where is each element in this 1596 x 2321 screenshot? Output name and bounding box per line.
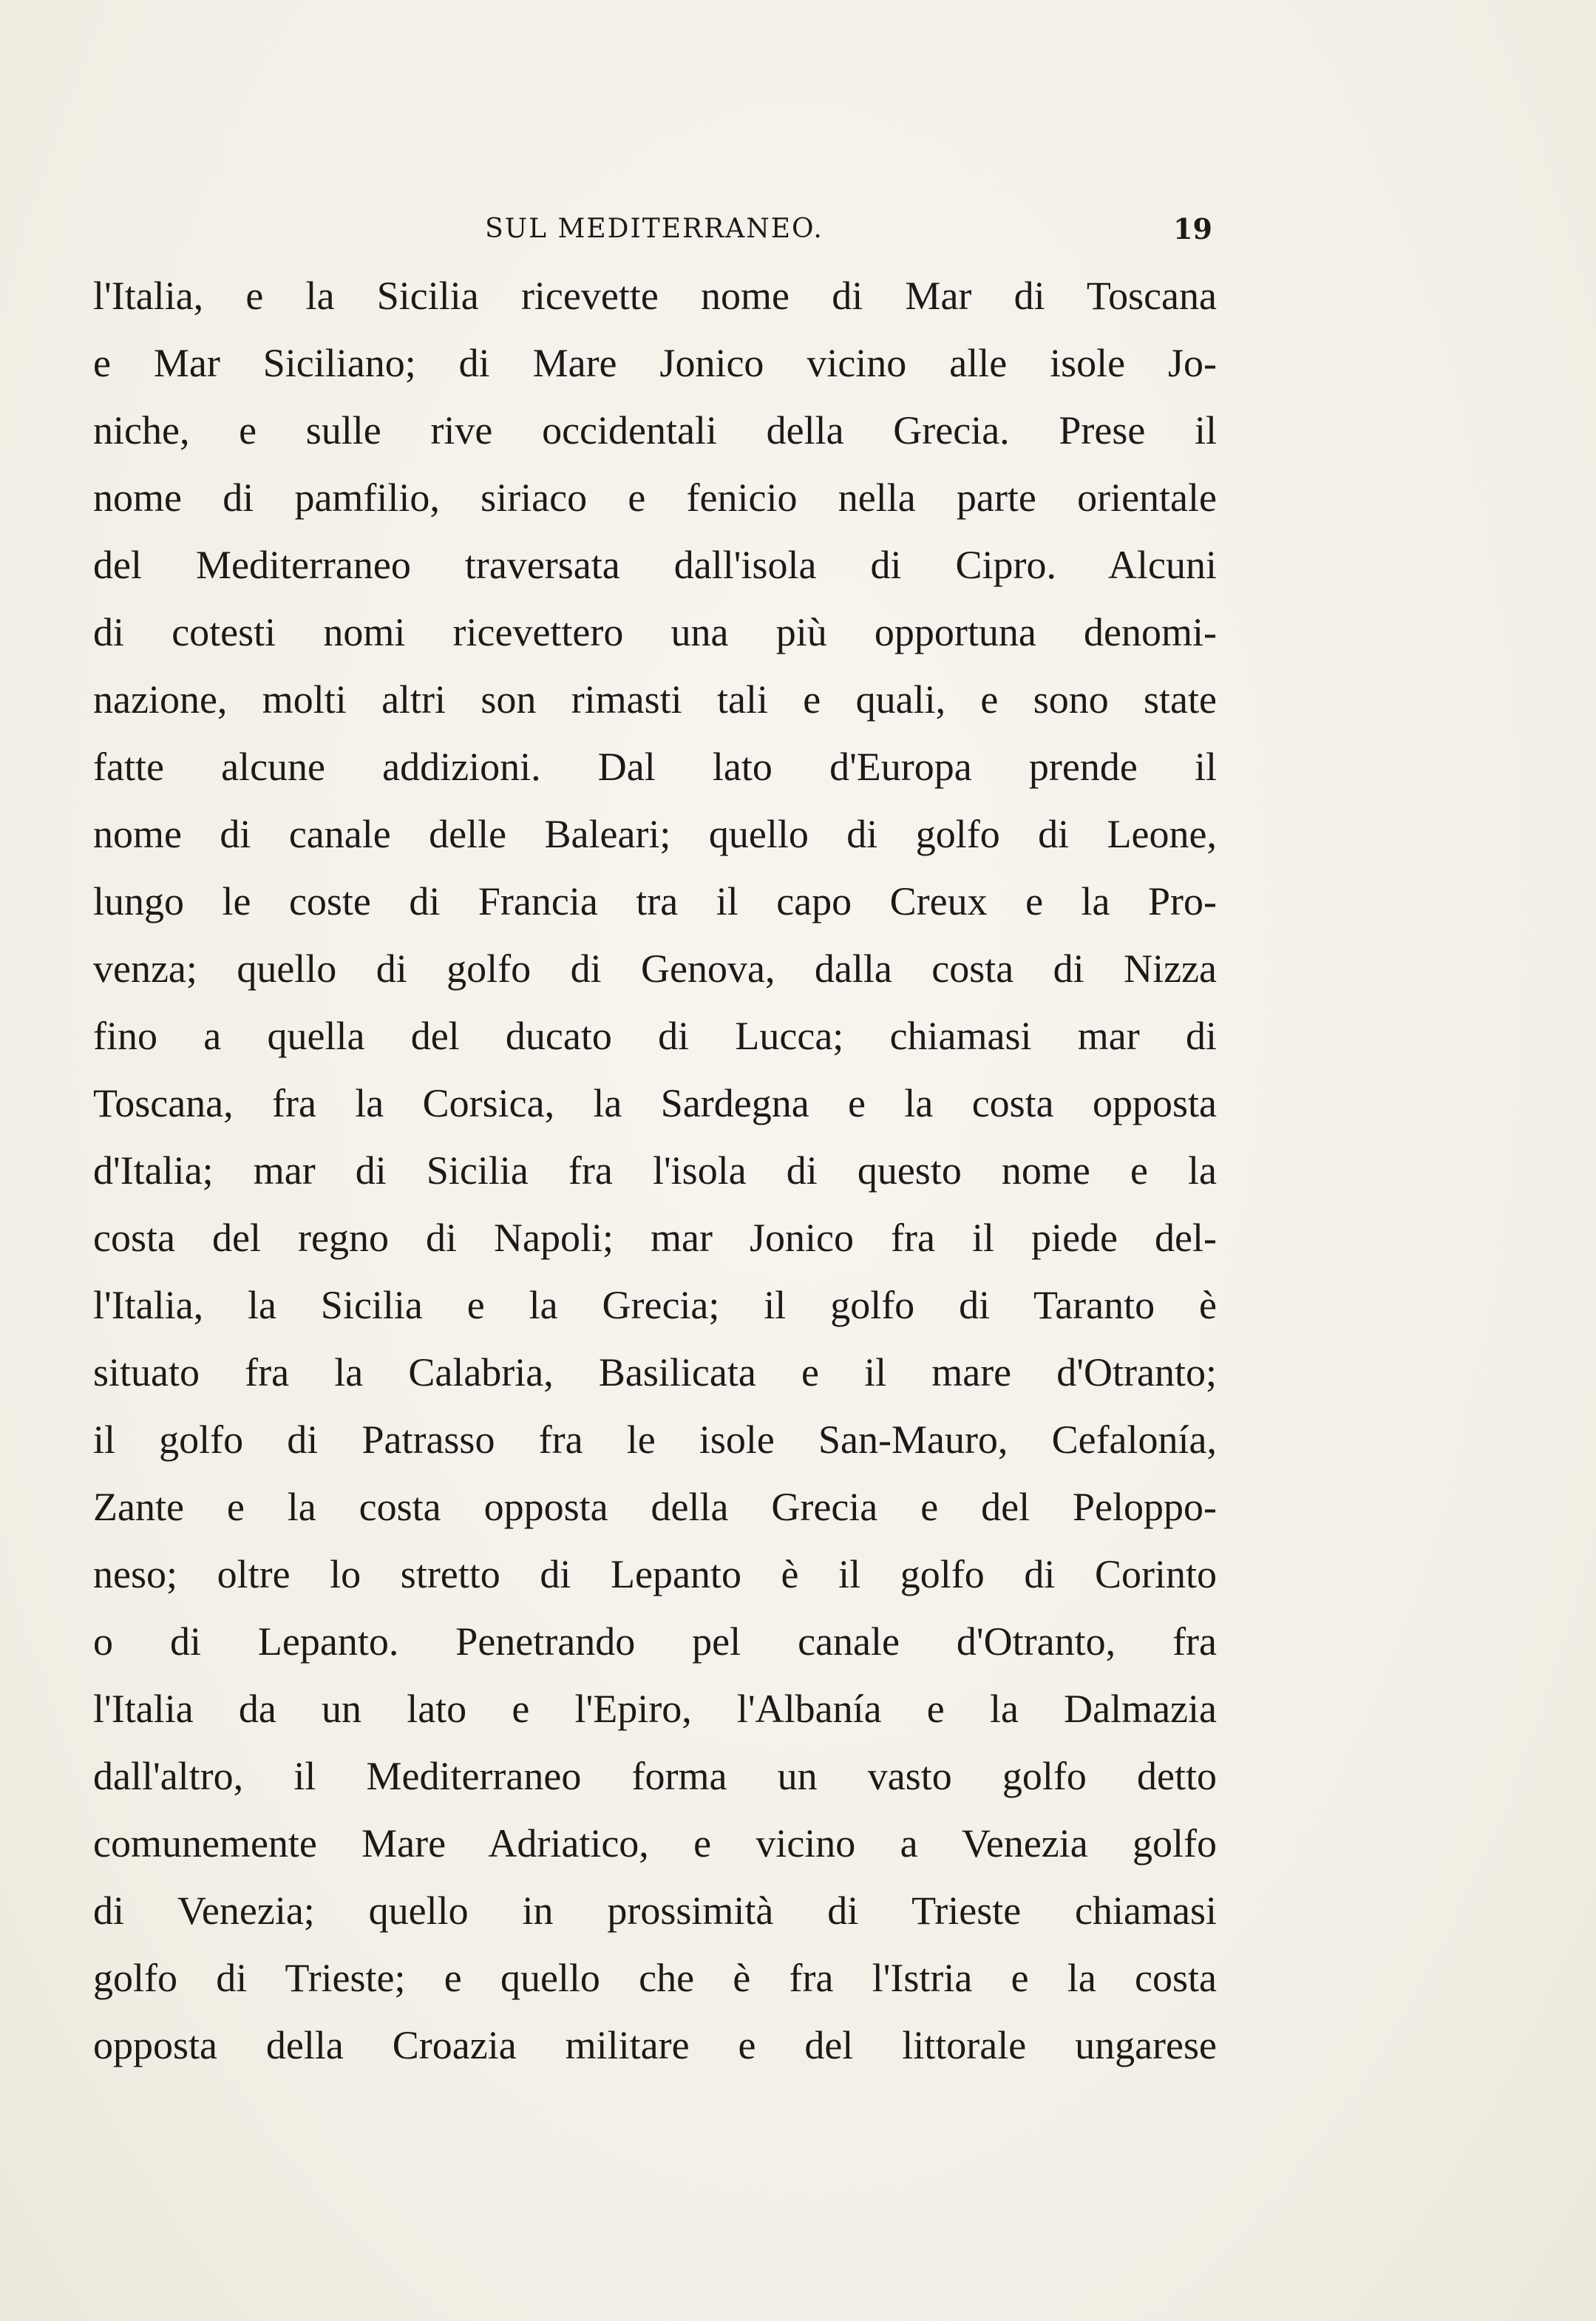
- text-line: fino a quella del ducato di Lucca; chiamasi mar di: [93, 1014, 1217, 1058]
- text-line: opposta della Croazia militare e del littorale ungarese: [93, 2023, 1217, 2067]
- text-line: di Venezia; quello in prossimità di Trieste chiamasi: [93, 1888, 1217, 1933]
- text-line: di cotesti nomi ricevettero una più opportuna denomi-: [93, 610, 1217, 654]
- text-line: del Mediterraneo traversata dall'isola di Cipro. Alcuni: [93, 543, 1217, 587]
- text-line: o di Lepanto. Penetrando pel canale d'Otranto, fra: [93, 1619, 1217, 1664]
- text-line: golfo di Trieste; e quello che è fra l'Istria e la costa: [93, 1956, 1217, 2000]
- text-line: nome di canale delle Baleari; quello di golfo di Leone,: [93, 812, 1217, 856]
- page-number: 19: [1173, 212, 1212, 245]
- text-line: venza; quello di golfo di Genova, dalla costa di Nizza: [93, 946, 1217, 991]
- text-line: e Mar Siciliano; di Mare Jonico vicino alle isole Jo-: [93, 341, 1217, 385]
- text-line: costa del regno di Napoli; mar Jonico fra il piede del-: [93, 1216, 1217, 1260]
- running-head: [96, 211, 1212, 248]
- text-line: situato fra la Calabria, Basilicata e il mare d'Otranto;: [93, 1350, 1217, 1395]
- text-line: lungo le coste di Francia tra il capo Creux e la Pro-: [93, 879, 1217, 924]
- text-line: Toscana, fra la Corsica, la Sardegna e la costa opposta: [93, 1081, 1217, 1125]
- text-line: dall'altro, il Mediterraneo forma un vasto golfo detto: [93, 1754, 1217, 1798]
- text-line: comunemente Mare Adriatico, e vicino a Venezia golfo: [93, 1821, 1217, 1866]
- text-line: d'Italia; mar di Sicilia fra l'isola di questo nome e la: [93, 1148, 1217, 1193]
- body-text: [93, 262, 1217, 2079]
- text-line: nome di pamfilio, siriaco e fenicio nella parte orientale: [93, 475, 1217, 520]
- text-line: nazione, molti altri son rimasti tali e quali, e sono state: [93, 677, 1217, 722]
- text-line: niche, e sulle rive occidentali della Grecia. Prese il: [93, 408, 1217, 453]
- text-line: l'Italia, e la Sicilia ricevette nome di Mar di Toscana: [93, 274, 1217, 318]
- text-line: fatte alcune addizioni. Dal lato d'Europa prende il: [93, 745, 1217, 789]
- text-line: il golfo di Patrasso fra le isole San-Mauro, Cefalonía,: [93, 1417, 1217, 1462]
- running-title: SUL MEDITERRANEO.: [485, 214, 824, 244]
- text-line: Zante e la costa opposta della Grecia e del Peloppo-: [93, 1485, 1217, 1529]
- text-line: l'Italia, la Sicilia e la Grecia; il golfo di Taranto è: [93, 1283, 1217, 1327]
- text-line: neso; oltre lo stretto di Lepanto è il golfo di Corinto: [93, 1552, 1217, 1596]
- text-line: l'Italia da un lato e l'Epiro, l'Albanía e la Dalmazia: [93, 1687, 1217, 1731]
